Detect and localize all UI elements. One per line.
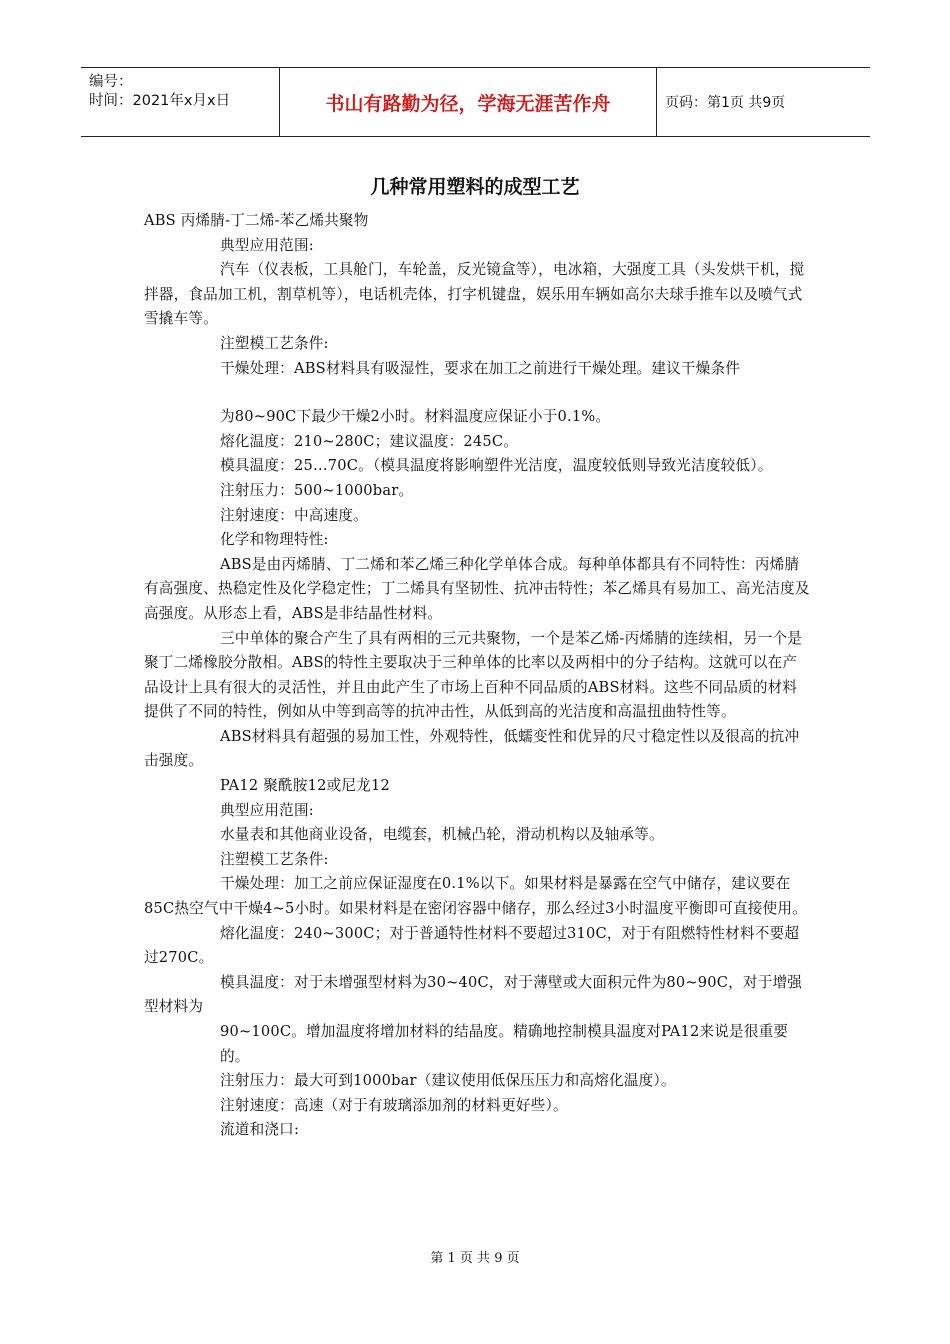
document-body <box>144 209 810 1143</box>
paragraph: ABS 丙烯腈-丁二烯-苯乙烯共聚物 <box>144 212 369 229</box>
paragraph: 注射速度：中高速度。 <box>220 506 368 524</box>
header-motto: 书山有路勤为径，学海无涯苦作舟 <box>279 68 657 136</box>
page-info: 页码：第1页 共9页 <box>665 95 786 111</box>
paragraph: 熔化温度：210~280C；建议温度：245C。 <box>220 432 519 450</box>
paragraph: 熔化温度：240~300C；对于普通特性材料不要超过310C，对于有阻燃特性材料不要超过270C。 <box>144 924 800 967</box>
paragraph: 注塑模工艺条件: <box>220 334 329 352</box>
paragraph: 汽车（仪表板，工具舱门，车轮盖，反光镜盒等），电冰箱，大强度工具（头发烘干机，搅拌器，食品加工机，割草机等），电话机壳体，打字机键盘，娱乐用车辆如高尔夫球手推车以及喷气式雪撬车等。 <box>144 261 805 328</box>
paragraph: 化学和物理特性: <box>220 531 329 549</box>
paragraph: 三中单体的聚合产生了具有两相的三元共聚物，一个是苯乙烯-丙烯腈的连续相，另一个是聚丁二烯橡胶分散相。ABS的特性主要取决于三种单体的比率以及两相中的分子结构。这就可以在产品设计上具有很大的灵活性，并且由此产生了市场上百种不同品质的ABS材料。这些不同品质的材料提供了不同的特性，例如从中等到高等的抗冲击性，从低到高的光洁度和高温扭曲特性等。 <box>144 629 803 721</box>
paragraph: ABS是由丙烯腈、丁二烯和苯乙烯三种化学单体合成。每种单体都具有不同特性：丙烯腈有高强度、热稳定性及化学稳定性；丁二烯具有坚韧性、抗冲击特性；苯乙烯具有易加工、高光洁度及高强度。从形态上看，ABS是非结晶性材料。 <box>144 555 810 622</box>
header-table <box>81 67 870 137</box>
paragraph: 模具温度：25…70C。（模具温度将影响塑件光洁度，温度较低则导致光洁度较低）。 <box>220 457 773 475</box>
document-title: 几种常用塑料的成型工艺 <box>370 176 580 198</box>
paragraph: 模具温度：对于未增强型材料为30~40C，对于薄壁或大面积元件为80~90C，对于增强型材料为 <box>144 973 803 1016</box>
paragraph: 90~100C。增加温度将增加材料的结晶度。精确地控制模具温度对PA12来说是很重要的。 <box>220 1023 789 1065</box>
paragraph: 典型应用范围: <box>220 801 314 819</box>
time-label: 时间：2021年x月x日 <box>89 93 231 109</box>
paragraph: 典型应用范围: <box>220 236 314 254</box>
paragraph: 注塑模工艺条件: <box>220 850 329 868</box>
paragraph: 干燥处理：ABS材料具有吸湿性，要求在加工之前进行干燥处理。建议干燥条件 <box>220 359 741 377</box>
paragraph: 注射速度：高速（对于有玻璃添加剂的材料更好些）。 <box>220 1096 568 1114</box>
paragraph: 注射压力：500~1000bar。 <box>220 481 414 499</box>
header-page-info-cell <box>657 68 870 136</box>
header-meta-cell <box>81 68 279 136</box>
paragraph: 水量表和其他商业设备，电缆套，机械凸轮，滑动机构以及轴承等。 <box>220 826 664 844</box>
paragraph: 流道和浇口: <box>220 1121 300 1139</box>
paragraph: ABS材料具有超强的易加工性，外观特性，低蠕变性和优异的尺寸稳定性以及很高的抗冲击强度。 <box>144 727 800 770</box>
page-footer: 第 1 页 共 9 页 <box>430 1251 520 1266</box>
paragraph: 注射压力：最大可到1000bar（建议使用低保压压力和高熔化温度）。 <box>220 1072 676 1090</box>
number-label: 编号： <box>89 74 133 90</box>
paragraph: 干燥处理：加工之前应保证湿度在0.1%以下。如果材料是暴露在空气中储存，建议要在85C热空气中干燥4~5小时。如果材料是在密闭容器中储存，那么经过3小时温度平衡即可直接使用。 <box>144 875 807 918</box>
paragraph: PA12 聚酰胺12或尼龙12 <box>220 777 390 795</box>
paragraph: 为80~90C下最少干燥2小时。材料温度应保证小于0.1%。 <box>220 408 611 426</box>
